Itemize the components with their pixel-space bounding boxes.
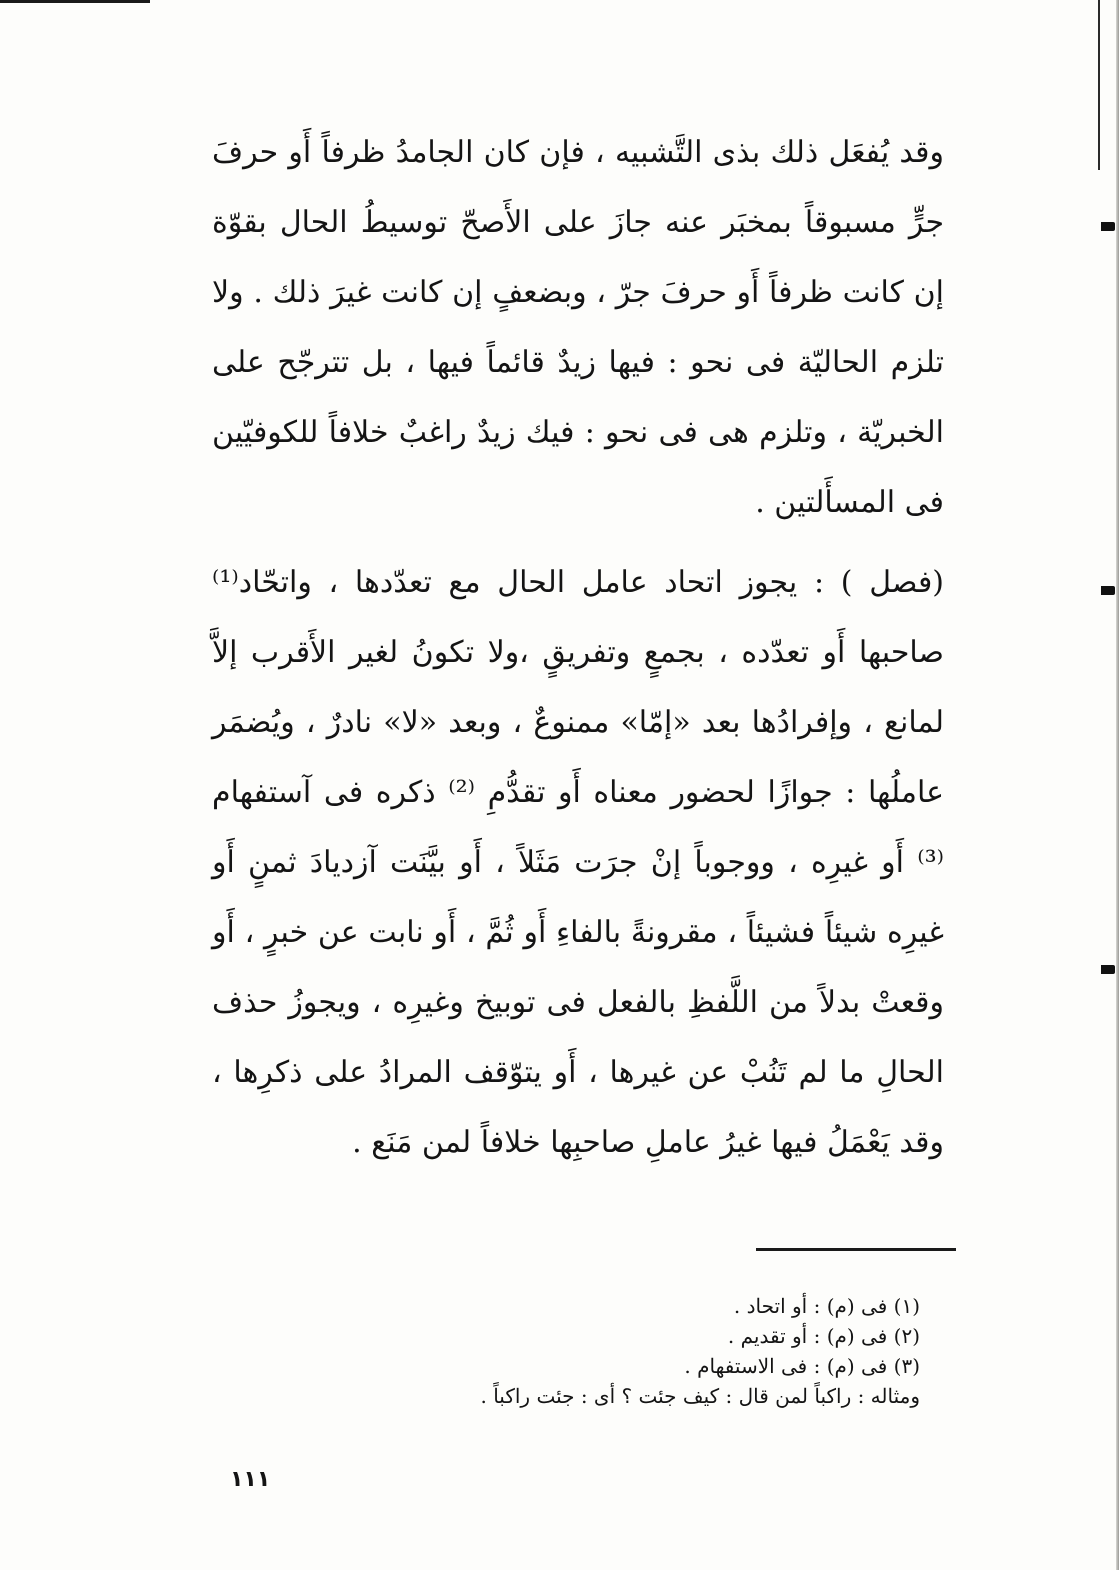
- footnote-divider: [756, 1248, 956, 1251]
- margin-mark: [1101, 965, 1115, 974]
- scan-top-edge-line: [0, 0, 150, 3]
- footnote-example: ومثاله : راكباً لمن قال : كيف جئت ؟ أى : جئت راكباً .: [480, 1384, 920, 1408]
- footnote-3: (٣) فى (م) : فى الاستفهام .: [684, 1354, 920, 1378]
- margin-mark: [1101, 222, 1115, 231]
- footnote-1: (١) فى (م) : أو اتحاد .: [733, 1294, 920, 1318]
- footnote-2: (٢) فى (م) : أو تقديم .: [727, 1324, 920, 1348]
- margin-mark: [1101, 586, 1115, 595]
- body-paragraph-1: [212, 118, 944, 538]
- footnotes: [420, 1291, 920, 1411]
- body-paragraph-2: [212, 548, 944, 1178]
- paragraph-text: وقد يُفعَل ذلك بذى التَّشبيه ، فإن كان الجامدُ ظرفاً أَو حرفَ جرٍّ مسبوقاً بمخبَر عنه جازَ على الأَصحّ توسيطُ الحال بقوّة إن كانت ظرفاً أَو حرفَ جرّ ، وبضعفٍ إن كانت غيرَ ذلك . ولا تلزم الحاليّة فى نحو : فيها زيدٌ قائماً فيها ، بل تترجّح على الخبريّة ، وتلزم هى فى نحو : فيك زيدٌ راغبٌ خلافاً للكوفيّين فى المسأَلتين .: [212, 135, 944, 520]
- paragraph-text: (فصل ) : يجوز اتحاد عامل الحال مع تعدّدها ، واتحّاد⁽¹⁾ صاحبها أَو تعدّده ، بجمعٍ وتفريقٍ ،ولا تكونُ لغير الأَقرب إلاَّ لمانع ، وإفرادُها بعد «إمّا» ممنوعٌ ، وبعد «لا» نادرٌ ، ويُضمَر عاملُها : جوازًا لحضور معناه أَو تقدُّمِ ⁽²⁾ ذكره فى آستفهام ⁽³⁾ أَو غيرِه ، ووجوباً إنْ جرَت مَثَلاً ، أَو بيَّنَت آزديادَ ثمنٍ أَو غيرِه شيئاً فشيئاً ، مقرونةً بالفاءِ أَو ثُمَّ ، أَو نابت عن خبرٍ ، أَو وقعتْ بدلاً من اللَّفظِ بالفعل فى توبيخ وغيرِه ، ويجوزُ حذف الحالِ ما لم تَنُبْ عن غيرها ، أَو يتوّقف المرادُ على ذكرِها ، وقد يَعْمَلُ فيها غيرُ عاملِ صاحبِها خلافاً لمن مَنَع .: [212, 565, 945, 1160]
- page-number: ١١١: [230, 1467, 271, 1492]
- scan-binding-line: [1098, 0, 1100, 170]
